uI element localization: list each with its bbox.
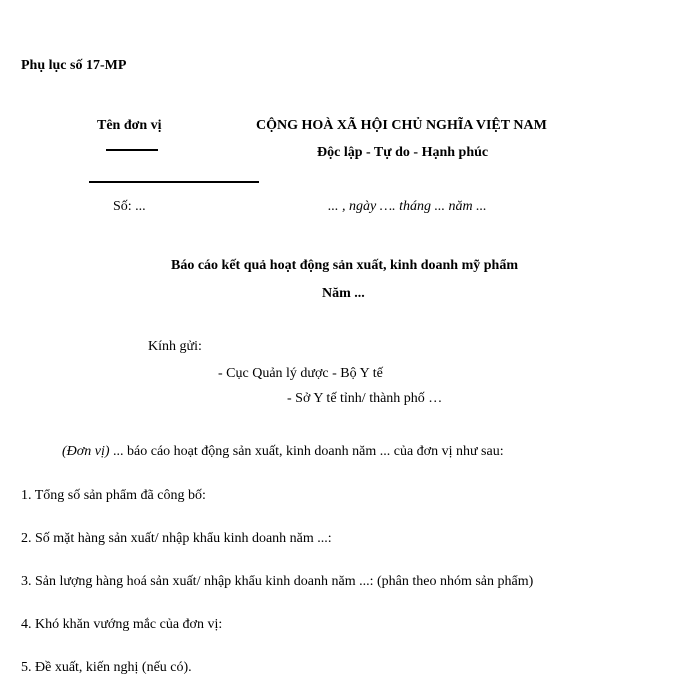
list-item-2: 2. Số mặt hàng sản xuất/ nhập khẩu kinh doanh năm ...:	[21, 531, 332, 546]
list-item-4: 4. Khó khăn vướng mắc của đơn vị:	[21, 617, 223, 632]
intro-unit: (Đơn vị)	[62, 444, 110, 459]
document-number: Số: ...	[113, 199, 146, 214]
recipient-label: Kính gửi:	[148, 339, 202, 354]
national-title: CỘNG HOÀ XÃ HỘI CHỦ NGHĨA VIỆT NAM	[256, 118, 547, 133]
appendix-label: Phụ lục số 17-MP	[21, 58, 127, 73]
org-name: Tên đơn vị	[97, 118, 162, 133]
intro-text: ... báo cáo hoạt động sản xuất, kinh doanh năm ... của đơn vị như sau:	[109, 444, 504, 459]
list-item-5: 5. Đề xuất, kiến nghị (nếu có).	[21, 660, 192, 675]
org-name-underline	[106, 149, 158, 151]
intro-paragraph	[62, 444, 504, 460]
report-title: Báo cáo kết quả hoạt động sản xuất, kinh doanh mỹ phẩm	[171, 258, 518, 273]
report-year: Năm ...	[322, 286, 365, 301]
recipient-1: - Cục Quản lý dược - Bộ Y tế	[218, 366, 383, 381]
recipient-2: - Sở Y tế tỉnh/ thành phố …	[287, 391, 443, 406]
list-item-1: 1. Tổng số sản phẩm đã công bố:	[21, 488, 206, 503]
motto: Độc lập - Tự do - Hạnh phúc	[317, 145, 489, 160]
list-item-3: 3. Sản lượng hàng hoá sản xuất/ nhập khẩu kinh doanh năm ...: (phân theo nhóm sản phẩm)	[21, 574, 534, 589]
header-divider	[89, 181, 259, 183]
date-line: ... , ngày …. tháng ... năm ...	[328, 199, 487, 214]
